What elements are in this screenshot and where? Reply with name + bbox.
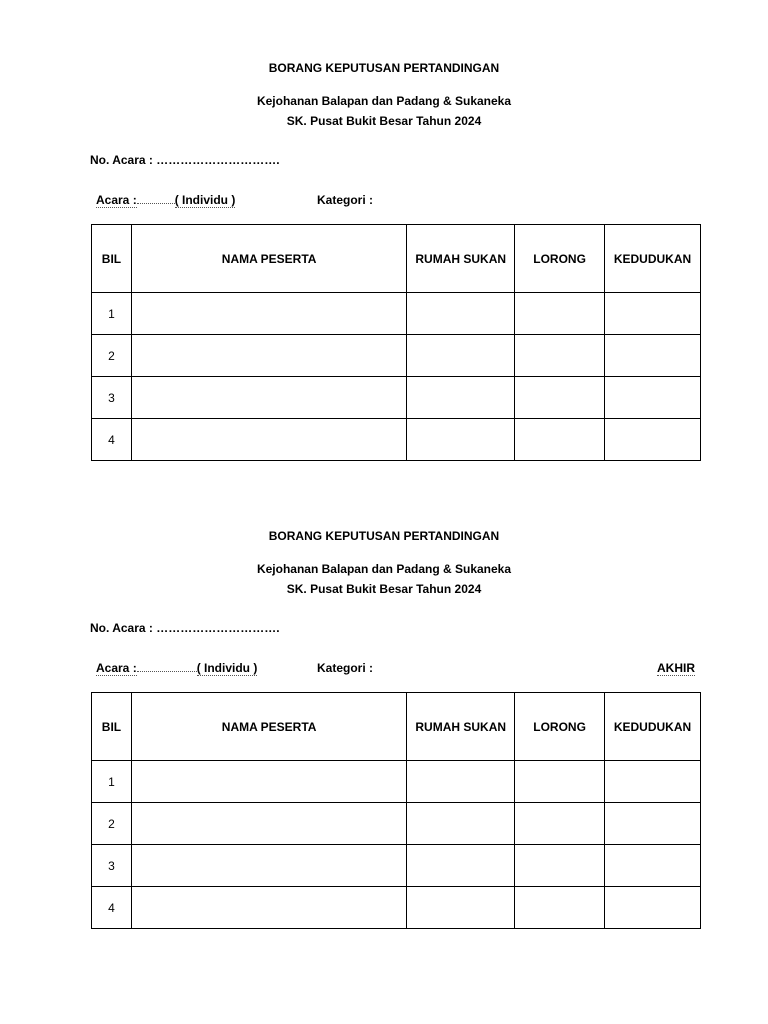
school-year: SK. Pusat Bukit Besar Tahun 2024 [286,582,482,596]
sports-house-cell[interactable] [407,803,515,845]
event-name: Kejohanan Balapan dan Padang & Sukaneka [256,94,512,108]
event-line [96,193,235,207]
participant-name-cell[interactable] [131,845,406,887]
row-number: 2 [92,335,132,377]
header-bil: BIL [92,225,132,293]
row-number: 1 [92,761,132,803]
table-row [92,887,701,929]
event-type: ( Individu ) [196,661,258,675]
header-nama-peserta: NAMA PESERTA [131,693,406,761]
event-number-field[interactable]: No. Acara : …………………………. [90,153,280,167]
event-blank-field[interactable] [137,193,175,204]
position-cell[interactable] [605,803,701,845]
row-number: 1 [92,293,132,335]
participant-name-cell[interactable] [131,803,406,845]
position-cell[interactable] [605,419,701,461]
participant-name-cell[interactable] [131,419,406,461]
sports-house-cell[interactable] [407,887,515,929]
header-bil: BIL [92,693,132,761]
participant-name-cell[interactable] [131,761,406,803]
event-type: ( Individu ) [174,193,236,207]
header-rumah-sukan: RUMAH SUKAN [407,693,515,761]
lane-cell[interactable] [515,419,605,461]
sports-house-cell[interactable] [407,335,515,377]
row-number: 4 [92,887,132,929]
sports-house-cell[interactable] [407,419,515,461]
sports-house-cell[interactable] [407,377,515,419]
category-label: Kategori : [317,661,374,675]
sports-house-cell[interactable] [407,761,515,803]
event-number-field[interactable]: No. Acara : …………………………. [90,621,280,635]
position-cell[interactable] [605,377,701,419]
lane-cell[interactable] [515,293,605,335]
header-nama-peserta: NAMA PESERTA [131,225,406,293]
table-row [92,803,701,845]
lane-cell[interactable] [515,887,605,929]
lane-cell[interactable] [515,335,605,377]
table-header-row [92,693,701,761]
category-label: Kategori : [317,193,374,207]
row-number: 3 [92,377,132,419]
table-row [92,335,701,377]
event-label: Acara : [96,193,137,207]
result-table [91,692,701,929]
participant-name-cell[interactable] [131,377,406,419]
participant-name-cell[interactable] [131,887,406,929]
header-kedudukan: KEDUDUKAN [605,693,701,761]
position-cell[interactable] [605,293,701,335]
header-lorong: LORONG [515,693,605,761]
row-number: 2 [92,803,132,845]
table-row [92,419,701,461]
participant-name-cell[interactable] [131,293,406,335]
form-title: BORANG KEPUTUSAN PERTANDINGAN [268,529,500,543]
form-title: BORANG KEPUTUSAN PERTANDINGAN [268,61,500,75]
position-cell[interactable] [605,335,701,377]
event-line [96,661,257,675]
position-cell[interactable] [605,761,701,803]
event-label: Acara : [96,661,137,675]
school-year: SK. Pusat Bukit Besar Tahun 2024 [286,114,482,128]
lane-cell[interactable] [515,845,605,887]
table-header-row [92,225,701,293]
header-kedudukan: KEDUDUKAN [605,225,701,293]
row-number: 4 [92,419,132,461]
event-blank-field[interactable] [137,661,197,672]
table-row [92,377,701,419]
result-table [91,224,701,461]
lane-cell[interactable] [515,761,605,803]
participant-name-cell[interactable] [131,335,406,377]
header-rumah-sukan: RUMAH SUKAN [407,225,515,293]
table-row [92,761,701,803]
position-cell[interactable] [605,887,701,929]
final-round-label: AKHIR [657,661,695,675]
table-row [92,845,701,887]
sports-house-cell[interactable] [407,293,515,335]
sports-house-cell[interactable] [407,845,515,887]
lane-cell[interactable] [515,377,605,419]
header-lorong: LORONG [515,225,605,293]
event-name: Kejohanan Balapan dan Padang & Sukaneka [256,562,512,576]
lane-cell[interactable] [515,803,605,845]
table-row [92,293,701,335]
row-number: 3 [92,845,132,887]
position-cell[interactable] [605,845,701,887]
